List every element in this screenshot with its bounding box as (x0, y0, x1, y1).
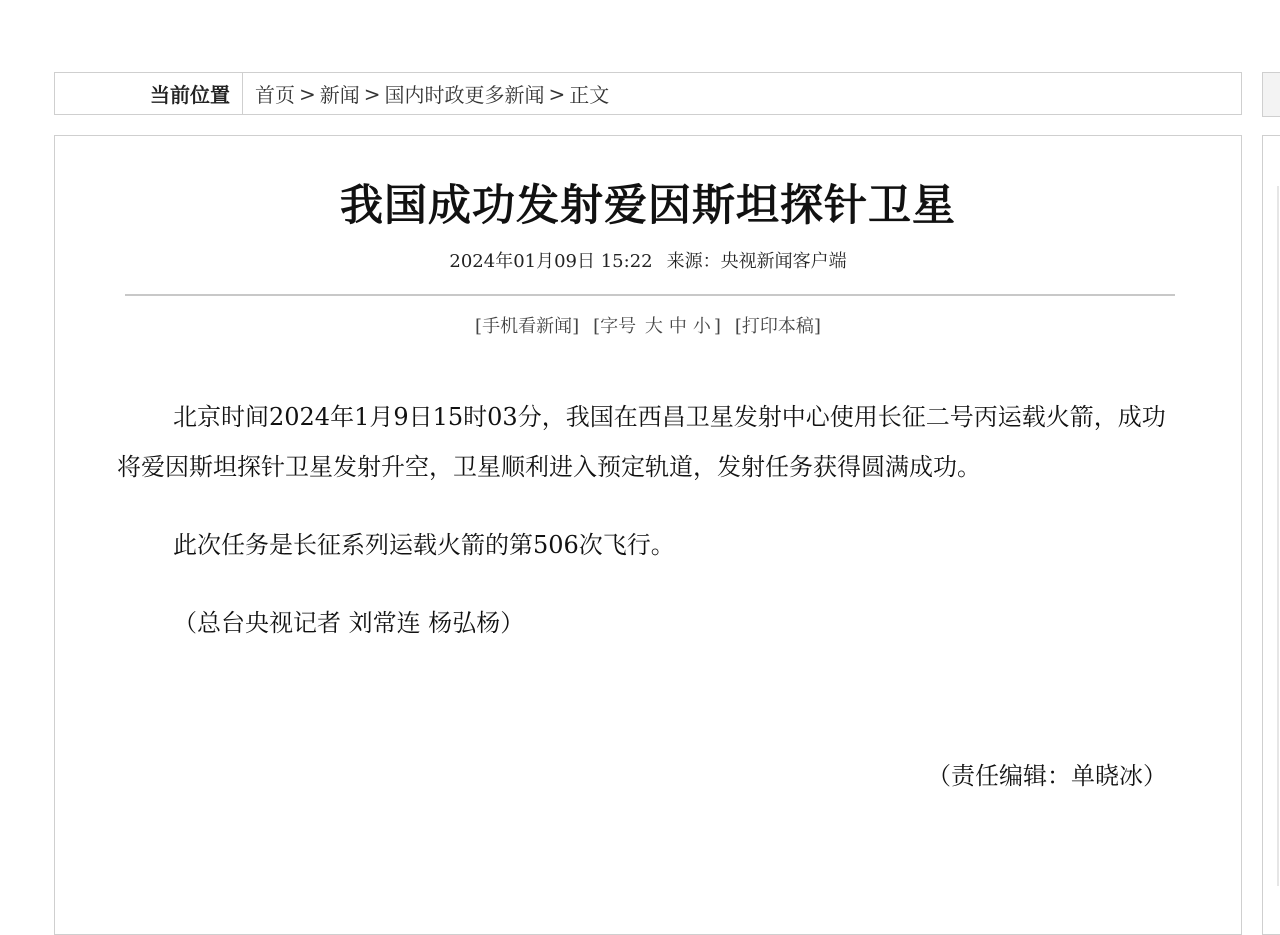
article-datetime: 2024年01月09日 15:22 (449, 251, 653, 272)
breadcrumb-bar (54, 72, 1242, 115)
breadcrumb-current: 正文 (569, 83, 610, 107)
breadcrumb (243, 79, 609, 108)
mobile-news-link[interactable]: [手机看新闻] (475, 316, 580, 337)
responsible-editor: （责任编辑：单晓冰） (927, 762, 1167, 790)
breadcrumb-separator: > (363, 81, 381, 106)
article-tools (55, 312, 1241, 338)
breadcrumb-home-link[interactable]: 首页 (255, 83, 295, 107)
article-body (117, 392, 1171, 648)
breadcrumb-separator: > (548, 81, 566, 106)
article-source: 来源：央视新闻客户端 (666, 251, 847, 272)
article-paragraph: 北京时间2024年1月9日15时03分，我国在西昌卫星发射中心使用长征二号丙运载火箭，成功将爱因斯坦探针卫星发射升空，卫星顺利进入预定轨道，发射任务获得圆满成功。 (117, 403, 1166, 481)
breadcrumb-news-link[interactable]: 新闻 (319, 83, 360, 107)
article-reporter: （总台央视记者 刘常连 杨弘杨） (173, 609, 525, 637)
font-size-small-button[interactable]: 小 (692, 316, 711, 337)
font-size-label: [字号 (593, 316, 637, 337)
font-size-close-bracket: ] (713, 316, 721, 337)
article-title: 我国成功发射爱因斯坦探针卫星 (340, 181, 956, 231)
breadcrumb-label: 当前位置 (55, 73, 243, 114)
print-link[interactable]: [打印本稿] (734, 316, 821, 337)
font-size-medium-button[interactable]: 中 (668, 316, 687, 337)
article-meta (55, 247, 1241, 273)
article-panel (54, 135, 1242, 935)
font-size-large-button[interactable]: 大 (644, 316, 663, 337)
breadcrumb-separator: > (299, 81, 316, 106)
sidebar-top-box (1262, 72, 1280, 117)
title-divider (125, 294, 1175, 296)
article-paragraph: 此次任务是长征系列运载火箭的第506次飞行。 (173, 531, 675, 559)
sidebar-panel (1262, 135, 1280, 935)
breadcrumb-domestic-politics-link[interactable]: 国内时政更多新闻 (384, 83, 545, 107)
